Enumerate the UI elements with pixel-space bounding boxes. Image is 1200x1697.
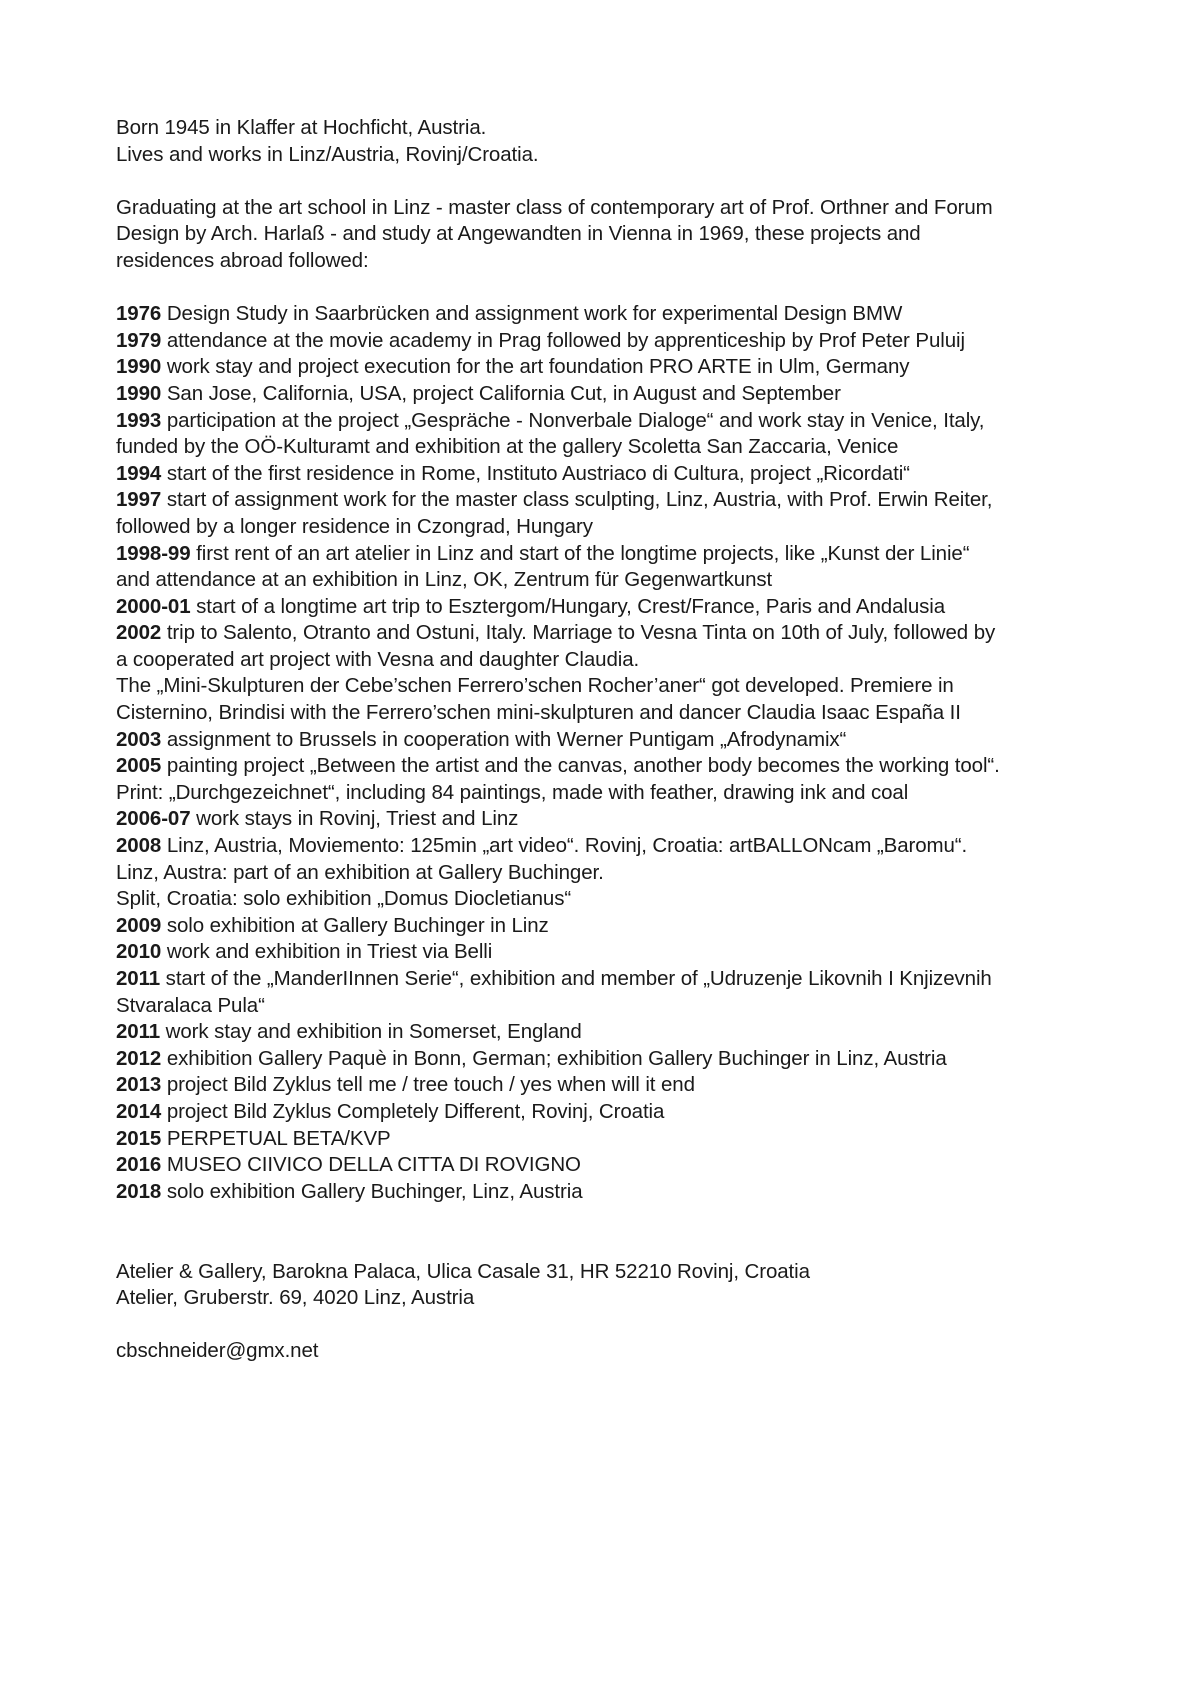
timeline-text: San Jose, California, USA, project California Cut, in August and September — [161, 381, 841, 405]
timeline-text: Linz, Austria, Moviemento: 125min „art video“. Rovinj, Croatia: artBALLONcam „Baromu“. — [161, 834, 968, 858]
timeline-entry — [116, 434, 1156, 461]
timeline-text: funded by the OÖ-Kulturamt and exhibition at the gallery Scoletta San Zaccaria, Venice — [116, 435, 899, 459]
timeline-text: a cooperated art project with Vesna and daughter Claudia. — [116, 647, 640, 671]
timeline-entry — [116, 727, 1156, 754]
timeline-text: and attendance at an exhibition in Linz, OK, Zentrum für Gegenwartkunst — [116, 568, 773, 592]
timeline-year: 2010 — [116, 940, 162, 964]
timeline-text: PERPETUAL BETA/KVP — [161, 1126, 391, 1150]
timeline-text: solo exhibition Gallery Buchinger, Linz, Austria — [161, 1179, 583, 1203]
timeline-year: 2002 — [116, 621, 162, 645]
timeline-entry — [116, 993, 1156, 1020]
timeline-entry — [116, 1019, 1156, 1046]
timeline-year: 2015 — [116, 1126, 162, 1150]
timeline-year: 2005 — [116, 754, 162, 778]
timeline-entry — [116, 913, 1156, 940]
timeline-entry — [116, 328, 1156, 355]
timeline-year: 2009 — [116, 913, 162, 937]
timeline-text: attendance at the movie academy in Prag followed by apprenticeship by Prof Peter Puluij — [161, 328, 965, 352]
timeline-year: 2006-07 — [116, 807, 191, 831]
timeline-year: 2013 — [116, 1073, 162, 1097]
timeline-entry — [116, 461, 1156, 488]
address-linz: Atelier, Gruberstr. 69, 4020 Linz, Austria — [116, 1286, 475, 1310]
timeline-text: participation at the project „Gespräche - Nonverbale Dialoge“ and work stay in Venice, Italy, — [161, 408, 985, 432]
timeline-year: 2000-01 — [116, 594, 191, 618]
timeline-year: 1998-99 — [116, 541, 191, 565]
timeline-list — [116, 301, 1156, 1205]
timeline-entry — [116, 1046, 1156, 1073]
timeline-year: 1990 — [116, 381, 162, 405]
timeline-year: 2008 — [116, 834, 162, 858]
timeline-text: Print: „Durchgezeichnet“, including 84 paintings, made with feather, drawing ink and coal — [116, 780, 909, 804]
timeline-entry — [116, 408, 1156, 435]
timeline-entry — [116, 1152, 1156, 1179]
timeline-year: 2014 — [116, 1099, 162, 1123]
document-page — [116, 115, 1156, 1365]
timeline-year: 2016 — [116, 1153, 162, 1177]
timeline-entry — [116, 780, 1156, 807]
timeline-year: 2011 — [116, 967, 161, 990]
timeline-text: Cisternino, Brindisi with the Ferrero’schen mini-skulpturen and dancer Claudia Isaac España II — [116, 701, 961, 725]
timeline-year: 1990 — [116, 355, 162, 379]
timeline-entry — [116, 1099, 1156, 1126]
lives-line: Lives and works in Linz/Austria, Rovinj/Croatia. — [116, 142, 539, 166]
timeline-entry — [116, 939, 1156, 966]
timeline-entry — [116, 487, 1156, 514]
timeline-year: 1994 — [116, 461, 162, 485]
timeline-year: 2011 — [116, 1020, 161, 1044]
timeline-entry — [116, 753, 1156, 780]
timeline-text: work stay and project execution for the art foundation PRO ARTE in Ulm, Germany — [161, 355, 910, 379]
timeline-entry — [116, 514, 1156, 541]
timeline-text: Design Study in Saarbrücken and assignment work for experimental Design BMW — [161, 302, 903, 326]
timeline-entry — [116, 833, 1156, 860]
timeline-entry — [116, 886, 1156, 913]
timeline-text: work and exhibition in Triest via Belli — [161, 940, 493, 964]
timeline-entry — [116, 1072, 1156, 1099]
timeline-entry — [116, 620, 1156, 647]
education-line: Design by Arch. Harlaß - and study at Angewandten in Vienna in 1969, these projects and — [116, 222, 921, 246]
timeline-year: 2012 — [116, 1046, 162, 1070]
timeline-text: start of the „ManderIInnen Serie“, exhibition and member of „Udruzenje Likovnih I Knjizevnih — [160, 967, 992, 990]
timeline-text: project Bild Zyklus tell me / tree touch / yes when will it end — [161, 1073, 695, 1097]
timeline-entry — [116, 860, 1156, 887]
timeline-entry — [116, 806, 1156, 833]
timeline-text: start of the first residence in Rome, Instituto Austriaco di Cultura, project „Ricordati“ — [161, 461, 910, 485]
timeline-text: painting project „Between the artist and the canvas, another body becomes the working tool“. — [161, 754, 1000, 778]
spacer — [116, 1205, 1156, 1258]
timeline-text: start of a longtime art trip to Esztergom/Hungary, Crest/France, Paris and Andalusia — [190, 594, 946, 618]
timeline-text: start of assignment work for the master class sculpting, Linz, Austria, with Prof. Erwin Reiter, — [161, 488, 993, 512]
born-line: Born 1945 in Klaffer at Hochficht, Austria. — [116, 116, 487, 139]
timeline-text: first rent of an art atelier in Linz and start of the longtime projects, like „Kunst der Linie“ — [190, 541, 970, 565]
timeline-year: 2003 — [116, 727, 162, 751]
timeline-entry — [116, 700, 1156, 727]
spacer — [116, 275, 1156, 302]
timeline-entry — [116, 673, 1156, 700]
timeline-entry — [116, 354, 1156, 381]
timeline-entry — [116, 1126, 1156, 1153]
email-address: cbschneider@gmx.net — [116, 1339, 319, 1363]
timeline-entry — [116, 567, 1156, 594]
timeline-entry — [116, 594, 1156, 621]
timeline-text: work stay and exhibition in Somerset, England — [160, 1020, 582, 1044]
spacer — [116, 168, 1156, 195]
timeline-text: trip to Salento, Otranto and Ostuni, Italy. Marriage to Vesna Tinta on 10th of July, followed by — [161, 621, 996, 645]
timeline-text: Linz, Austra: part of an exhibition at Gallery Buchinger. — [116, 860, 604, 884]
address-rovinj: Atelier & Gallery, Barokna Palaca, Ulica Casale 31, HR 52210 Rovinj, Croatia — [116, 1259, 810, 1283]
timeline-text: Stvaralaca Pula“ — [116, 993, 265, 1017]
timeline-text: exhibition Gallery Paquè in Bonn, German; exhibition Gallery Buchinger in Linz, Austria — [161, 1046, 947, 1070]
timeline-entry — [116, 1179, 1156, 1206]
timeline-entry — [116, 647, 1156, 674]
timeline-entry — [116, 541, 1156, 568]
timeline-text: followed by a longer residence in Czongrad, Hungary — [116, 514, 593, 538]
education-line: Graduating at the art school in Linz - master class of contemporary art of Prof. Orthner and Forum — [116, 195, 993, 219]
timeline-year: 1979 — [116, 328, 162, 352]
timeline-text: Split, Croatia: solo exhibition „Domus Diocletianus“ — [116, 887, 572, 911]
timeline-text: assignment to Brussels in cooperation with Werner Puntigam „Afrodynamix“ — [161, 727, 847, 751]
timeline-year: 1976 — [116, 302, 162, 326]
timeline-entry — [116, 966, 1156, 993]
timeline-year: 1993 — [116, 408, 162, 432]
timeline-entry — [116, 381, 1156, 408]
timeline-text: work stays in Rovinj, Triest and Linz — [190, 807, 519, 831]
timeline-text: project Bild Zyklus Completely Different, Rovinj, Croatia — [161, 1099, 665, 1123]
timeline-text: solo exhibition at Gallery Buchinger in Linz — [161, 913, 549, 937]
timeline-entry — [116, 301, 1156, 328]
spacer — [116, 1312, 1156, 1339]
timeline-year: 1997 — [116, 488, 162, 512]
education-line: residences abroad followed: — [116, 248, 369, 272]
timeline-text: The „Mini-Skulpturen der Cebe’schen Ferrero’schen Rocher’aner“ got developed. Premiere in — [116, 674, 954, 698]
timeline-text: MUSEO CIIVICO DELLA CITTA DI ROVIGNO — [161, 1153, 581, 1177]
timeline-year: 2018 — [116, 1179, 162, 1203]
